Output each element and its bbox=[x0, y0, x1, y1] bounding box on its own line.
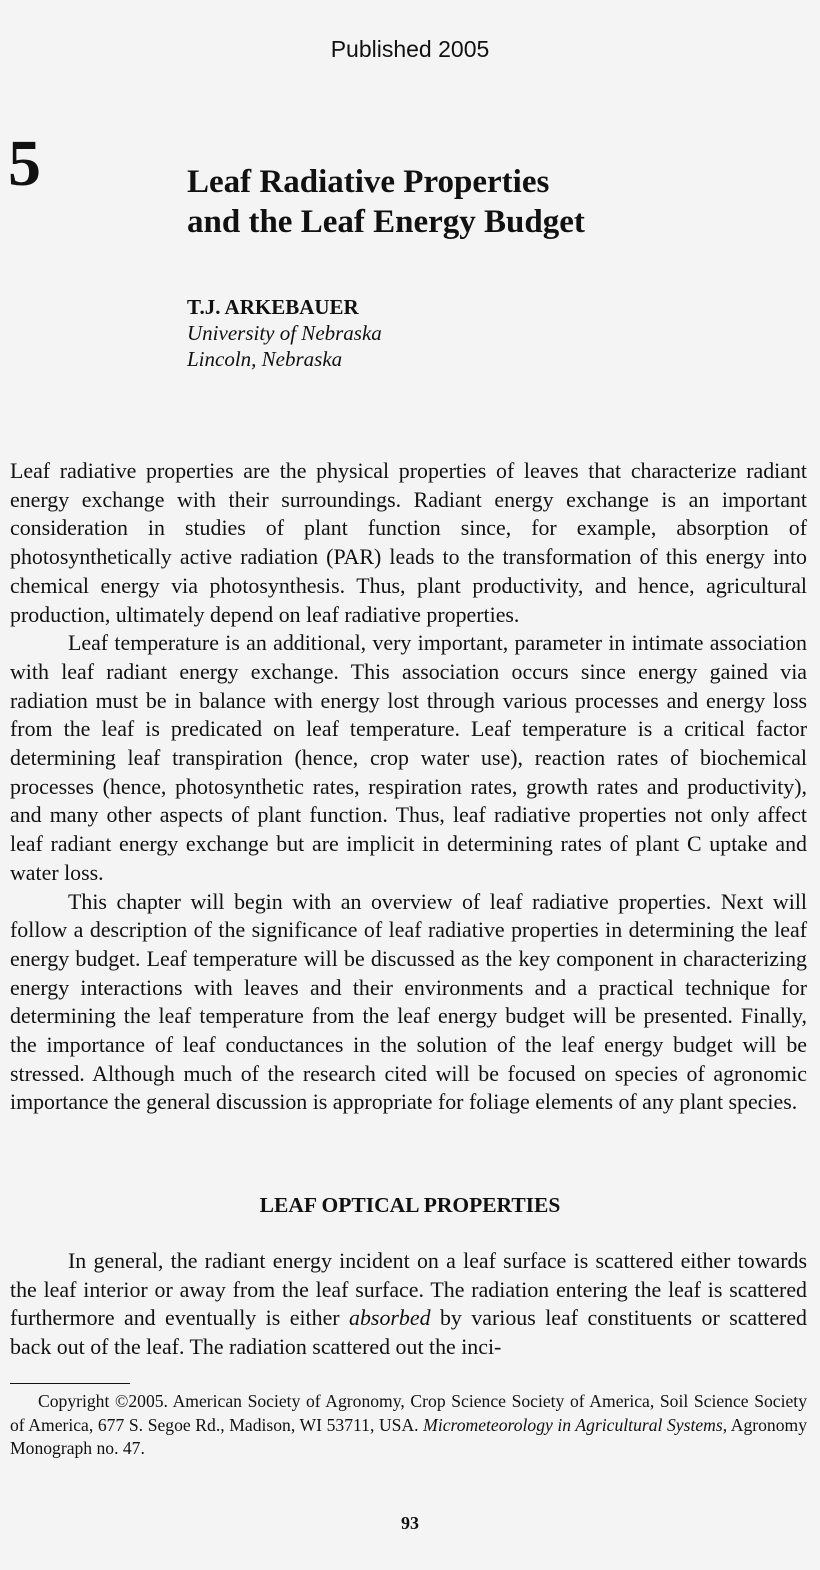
paragraph-text: In general, the radiant energy incident on a leaf surface is scattered either towards the leaf interior or away from the leaf surface. The radiation entering the leaf is scattered furthermore and eventually is either bbox=[10, 1248, 807, 1331]
footnote-text: Copyright ©2005. American Society of Agronomy, Crop Science Society of America, Soil Science Society of America, 677 S. Segoe Rd., Madison, WI 53711, USA. bbox=[10, 1391, 807, 1435]
affiliation-line: Lincoln, Nebraska bbox=[187, 347, 343, 371]
footnote-text: , Agronomy Monograph no. 47. bbox=[10, 1414, 807, 1458]
footnote-rule bbox=[10, 1383, 130, 1384]
emphasis-text: absorbed bbox=[349, 1305, 431, 1331]
book-title: Micrometeorology in Agricultural Systems bbox=[423, 1414, 723, 1435]
chapter-title bbox=[187, 162, 807, 242]
author-name: T.J. ARKEBAUER bbox=[187, 295, 359, 319]
paragraph: Leaf radiative properties are the physical properties of leaves that characterize radiant energy exchange with their surroundings. Radiant energy exchange is an important consideration in studies of plant function since, for example, absorption of photosynthetically active radiation (PAR) leads to the transformation of this energy into chemical energy via photosynthesis. Thus, plant productivity, and hence, agricultural production, ultimately depend on leaf radiative properties. bbox=[10, 458, 807, 627]
chapter-number: 5 bbox=[8, 127, 41, 200]
section-body bbox=[10, 1247, 807, 1362]
chapter-title-line: and the Leaf Energy Budget bbox=[187, 204, 585, 240]
section-heading: LEAF OPTICAL PROPERTIES bbox=[259, 1193, 561, 1217]
author-block bbox=[187, 294, 787, 372]
chapter-title-line: Leaf Radiative Properties bbox=[187, 164, 550, 200]
paragraph: Leaf temperature is an additional, very important, parameter in intimate association with leaf radiant energy exchange. This association occurs since energy gained via radiation must be in balance with energy lost through various processes and energy loss from the leaf is predicated on leaf temperature. Leaf temperature is a critical factor determining leaf transpiration (hence, crop water use), reaction rates of biochemical processes (hence, photosynthetic rates, respiration rates, growth rates and productivity), and many other aspects of plant function. Thus, leaf radiative properties not only affect leaf radiant energy exchange but are implicit in determining rates of plant C uptake and water loss. bbox=[10, 630, 807, 885]
affiliation-line: University of Nebraska bbox=[187, 321, 382, 345]
published-header: Published 2005 bbox=[330, 36, 490, 62]
copyright-footnote bbox=[10, 1390, 807, 1461]
paragraph bbox=[10, 1247, 807, 1362]
paragraph-text: by various leaf constituents or scattered back out of the leaf. The radiation scattered out the inci- bbox=[10, 1305, 807, 1360]
body-text bbox=[10, 457, 807, 1117]
paragraph: This chapter will begin with an overview of leaf radiative properties. Next will follow a description of the significance of leaf radiative properties in determining the leaf energy budget. Leaf temperature will be discussed as the key component in characterizing energy interactions with leaves and their environments and a practical technique for determining the leaf temperature from the leaf energy budget will be presented. Finally, the importance of leaf conductances in the solution of the leaf energy budget will be stressed. Although much of the research cited will be focused on species of agronomic importance the general discussion is appropriate for foliage elements of any plant species. bbox=[10, 888, 807, 1115]
page-number: 93 bbox=[401, 1513, 419, 1533]
